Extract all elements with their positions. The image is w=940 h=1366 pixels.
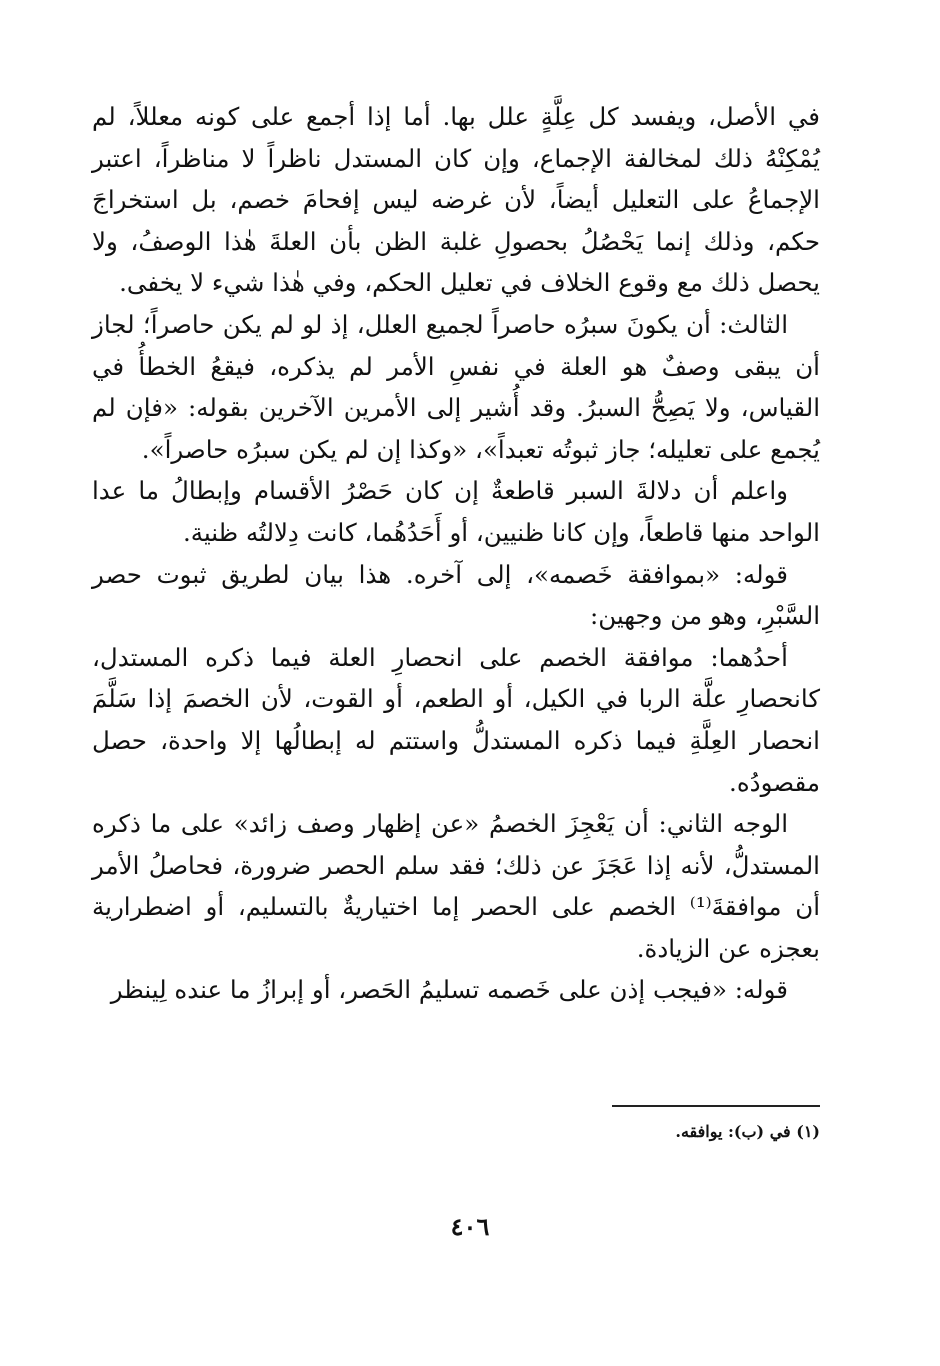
paragraph-first-aspect: أحدُهما: موافقة الخصم على انحصارِ العلة فيما ذكره المستدل، كانحصارِ علَّة الربا في الكيل، أو الطعم، أو القوت، لأن الخصمَ إذا سَلَّمَ انحصار العِلَّةِ فيما ذكره المستدلُّ واستتم له إبطالُها إلا واحدة، حصل مقصودُه. [92,642,820,797]
main-text [92,96,820,1011]
footnote-divider [612,1105,820,1107]
paragraph-third-condition: الثالث: أن يكونَ سبرُه حاصراً لجميع العلل، إذ لو لم يكن حاصراً؛ لجاز أن يبقى وصفٌ هو العلة في نفسِ الأمر لم يذكره، فيقعُ الخطأُ في القياس، ولا يَصِحُّ السبرُ. وقد أُشير إلى الأمرين الآخرين بقوله: «فإن لم يُجمع على تعليله؛ جاز ثبوتُه تعبداً»، «وكذا إن لم يكن سبرُه حاصراً». [92,309,820,464]
paragraph-quote-opponent: قوله: «بموافقة خَصمه»، إلى آخره. هذا بيان لطريق ثبوت حصر السَّبْرِ، وهو من وجهين: [92,559,820,631]
page-number: ٤٠٦ [450,1212,490,1241]
paragraph-second-aspect: الوجه الثاني: أن يَعْجِزَ الخصمُ «عن إظهار وصف زائد» على ما ذكره المستدلُّ، لأنه إذا عَجَزَ عن ذلك؛ فقد سلم الحصر ضرورة، فحاصلُ الأمر أن موافقةَ⁽¹⁾ الخصم على الحصر إما اختياريةٌ بالتسليم، أو اضطرارية بعجزه عن الزيادة. [92,809,821,963]
footnote: (١) في (ب): يوافقه. [675,1122,820,1141]
paragraph-quote-obligation: قوله: «فيجب إذن على خَصمه تسليمُ الحَصر، أو إبرازُ ما عنده لِينظر [110,975,788,1005]
paragraph-sabr-indication: واعلم أن دلالةَ السبر قاطعةٌ إن كان حَصْرُ الأقسام وإبطالُ ما عدا الواحد منها قاطعاً، وإن كانا ظنيين، أو أَحَدُهُما، كانت دِلالتُه ظنية. [92,476,820,547]
paragraph-continuation: في الأصل، ويفسد كل عِلَّةٍ علل بها. أما إذا أجمع على كونه معللاً، لم يُمْكِنْهُ ذلك لمخالفة الإجماع، وإن كان المستدل ناظراً لا مناظراً، اعتبر الإجماعُ على التعليل أيضاً، لأن غرضه ليس إفحامَ خصم، بل استخراجَ حكم، وذلك إنما يَحْصُلُ بحصولِ غلبة الظن بأن العلةَ هٰذا الوصفُ، ولا يحصل ذلك مع وقوع الخلاف في تعليل الحكم، وفي هٰذا شيء لا يخفى. [92,102,820,298]
